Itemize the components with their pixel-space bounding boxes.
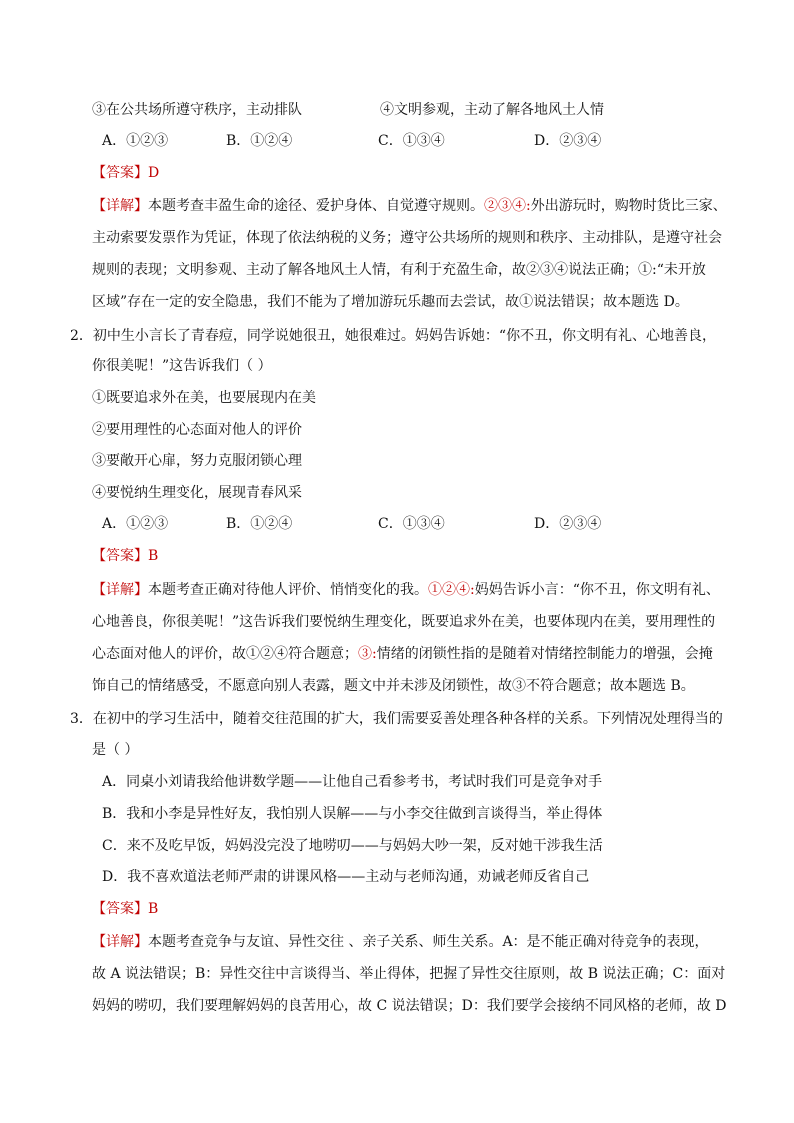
q3-option-c: C．来不及吃早饭，妈妈没完没了地唠叨——与妈妈大吵一架，反对她干涉我生活 <box>102 838 603 854</box>
q2-item-1: ①既要追求外在美，也要展现内在美 <box>92 390 316 406</box>
answer-value: B <box>148 548 159 564</box>
q2-stem-line-1: 2．初中生小言长了青春痘，同学说她很丑，她很难过。妈妈告诉她：“你不丑，你文明有礼、心地善良， <box>70 328 717 344</box>
q2-option-d: D．②③④ <box>534 516 602 532</box>
q2-detail-line-1 <box>92 580 720 600</box>
q1-detail-line-2: 主动索要发票作为凭证，体现了依法纳税的义务；遵守公共场所的规则和秩序、主动排队，是遵守社会 <box>92 230 722 246</box>
q2-item-2: ②要用理性的心态面对他人的评价 <box>92 422 302 438</box>
q1-option-b: B．①②④ <box>226 133 293 149</box>
q2-item-4: ④要悦纳生理变化，展现青春风采 <box>92 485 302 501</box>
q2-stem-line-2: 你很美呢！”这告诉我们（ ） <box>92 358 272 374</box>
q3-detail-line-2: 故 A 说法错误；B：异性交往中言谈得当、举止得体，把握了异性交往原则，故 B 说法正确；C：面对 <box>92 966 726 982</box>
q3-option-b: B．我和小李是异性好友，我怕别人误解——与小李交往做到言谈得当，举止得体 <box>102 806 603 822</box>
q2-option-b: B．①②④ <box>226 516 293 532</box>
q1-answer <box>92 163 159 183</box>
detail-highlight: ③: <box>358 646 377 662</box>
q3-stem-line-1: 3．在初中的学习生活中，随着交往范围的扩大，我们需要妥善处理各种各样的关系。下列情况处理得当的 <box>70 711 723 727</box>
detail-text: 本题考查竞争与友谊、异性交往 、亲子关系、师生关系。A：是不能正确对待竞争的表现， <box>148 934 709 950</box>
q3-detail-line-3: 妈妈的唠叨，我们要理解妈妈的良苦用心，故 C 说法错误；D：我们要学会接纳不同风格的老师，故 D <box>92 998 727 1014</box>
detail-text: 外出游玩时，购物时货比三家、 <box>530 198 727 214</box>
detail-tag: 【详解】 <box>92 934 148 950</box>
detail-tag: 【详解】 <box>92 582 148 598</box>
detail-text: 本题考查正确对待他人评价、悄悄变化的我。 <box>148 582 428 598</box>
detail-highlight: ②③④: <box>484 198 531 214</box>
q1-item-3: ③在公共场所遵守秩序，主动排队 <box>92 102 302 118</box>
detail-text: 本题考查丰盈生命的途径、爱护身体、自觉遵守规则。 <box>148 198 484 214</box>
q2-answer <box>92 546 158 566</box>
q1-detail-line-3: 规则的表现；文明参观、主动了解各地风土人情，有利于充盈生命，故②③④说法正确；①:“未开放 <box>92 262 706 278</box>
q1-option-c: C．①③④ <box>378 133 445 149</box>
detail-text: 心态面对他人的评价，故①②④符合题意； <box>92 646 358 662</box>
q3-answer <box>92 899 158 919</box>
q3-option-d: D．我不喜欢道法老师严肃的讲课风格——主动与老师沟通，劝诫老师反省自己 <box>102 869 590 885</box>
q1-item-4: ④文明参观，主动了解各地风土人情 <box>380 102 604 118</box>
q1-detail-line-1 <box>92 196 727 216</box>
answer-tag: 【答案】 <box>92 548 148 564</box>
q2-item-3: ③要敞开心扉，努力克服闭锁心理 <box>92 453 302 469</box>
q1-detail-line-4: 区域”存在一定的安全隐患，我们不能为了增加游玩乐趣而去尝试，故①说法错误；故本题选 D。 <box>92 294 689 310</box>
answer-value: B <box>148 901 159 917</box>
q3-stem-line-2: 是（ ） <box>92 742 139 758</box>
q2-option-c: C．①③④ <box>378 516 445 532</box>
q3-option-a: A．同桌小刘请我给他讲数学题——让他自己看参考书，考试时我们可是竞争对手 <box>102 774 603 790</box>
detail-text: 妈妈告诉小言：“你不丑，你文明有礼、 <box>474 582 720 598</box>
q2-detail-line-2: 心地善良，你很美呢！”这告诉我们要悦纳生理变化，既要追求外在美，也要体现内在美，要用理性的 <box>92 614 716 630</box>
q2-option-a: A．①②③ <box>102 516 169 532</box>
q2-detail-line-4: 饰自己的情绪感受，不愿意向别人表露，题文中并未涉及闭锁性，故③不符合题意；故本题选 B。 <box>92 678 695 694</box>
q1-option-d: D．②③④ <box>534 133 602 149</box>
answer-tag: 【答案】 <box>92 165 148 181</box>
answer-value: D <box>148 165 160 181</box>
answer-tag: 【答案】 <box>92 901 148 917</box>
detail-text: 情绪的闭锁性指的是随着对情绪控制能力的增强，会掩 <box>376 646 713 662</box>
q3-detail-line-1 <box>92 932 709 952</box>
q2-detail-line-3 <box>92 644 713 664</box>
detail-tag: 【详解】 <box>92 198 148 214</box>
q1-option-a: A．①②③ <box>102 133 169 149</box>
detail-highlight: ①②④: <box>428 582 475 598</box>
